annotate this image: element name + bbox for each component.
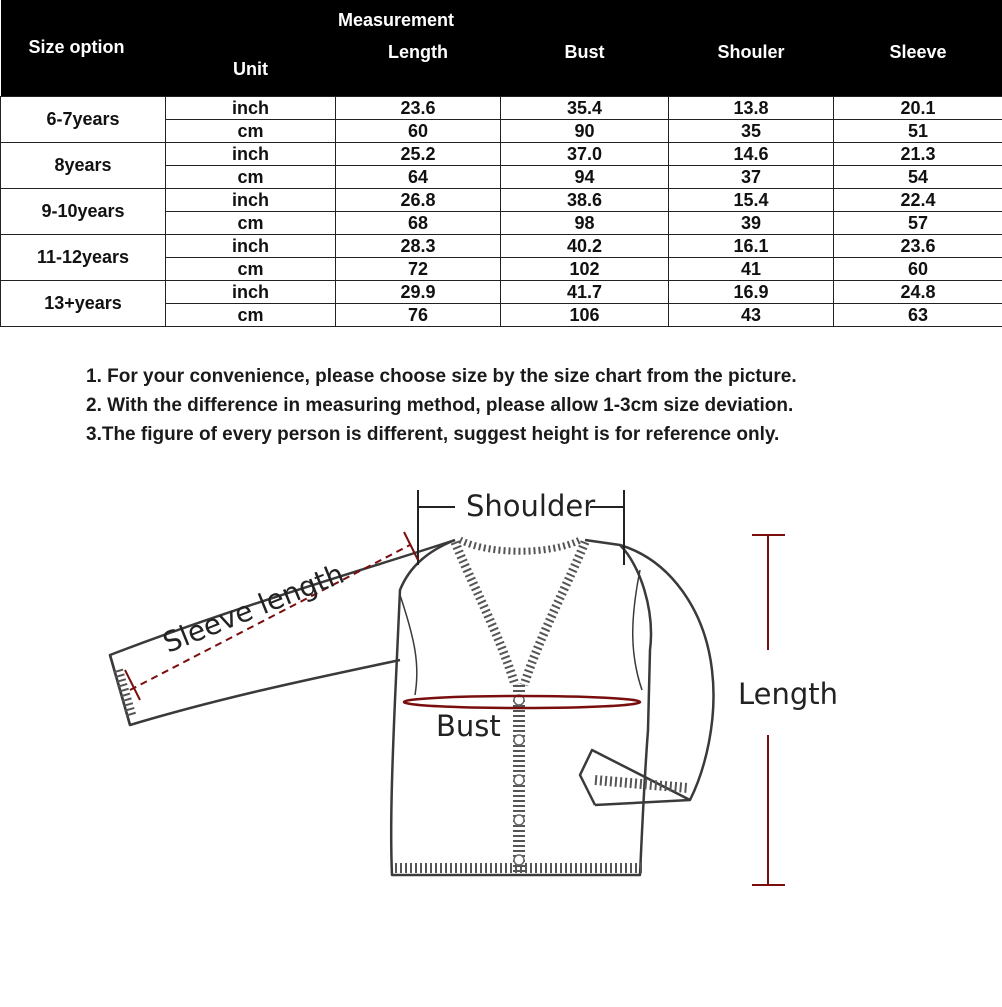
shoulder-cell: 13.8: [669, 96, 834, 119]
sleeve-cell: 22.4: [834, 188, 1002, 211]
bust-cell: 37.0: [501, 142, 669, 165]
unit-cell: inch: [166, 234, 336, 257]
bust-cell: 40.2: [501, 234, 669, 257]
unit-cell: cm: [166, 257, 336, 280]
length-cell: 23.6: [336, 96, 501, 119]
bust-cell: 98: [501, 211, 669, 234]
cardigan-measurement-diagram: [0, 470, 1002, 1002]
shoulder-cell: 39: [669, 211, 834, 234]
unit-cell: inch: [166, 188, 336, 211]
size-option-cell: 8years: [1, 142, 166, 188]
shoulder-label: Shoulder: [466, 489, 595, 523]
sleeve-length-label: Sleeve length: [158, 557, 348, 660]
length-label: Length: [738, 677, 838, 711]
unit-cell: inch: [166, 280, 336, 303]
notes: [86, 362, 797, 449]
bust-label: Bust: [436, 709, 501, 743]
header-shoulder: Shouler: [669, 0, 834, 96]
header-size-option: Size option: [1, 0, 166, 96]
shoulder-cell: 41: [669, 257, 834, 280]
length-cell: 26.8: [336, 188, 501, 211]
note-3: 3.The figure of every person is different, suggest height is for reference only.: [86, 420, 797, 449]
unit-cell: cm: [166, 303, 336, 326]
table-row: [1, 96, 1002, 119]
unit-cell: cm: [166, 119, 336, 142]
shoulder-cell: 16.9: [669, 280, 834, 303]
table-row: [1, 142, 1002, 165]
shoulder-cell: 43: [669, 303, 834, 326]
bust-cell: 35.4: [501, 96, 669, 119]
cardigan-illustration: [110, 540, 713, 875]
bust-cell: 38.6: [501, 188, 669, 211]
measurement-label: Measurement: [338, 10, 454, 31]
size-option-cell: 11-12years: [1, 234, 166, 280]
note-1: 1. For your convenience, please choose size by the size chart from the picture.: [86, 362, 797, 391]
length-cell: 29.9: [336, 280, 501, 303]
size-option-cell: 9-10years: [1, 188, 166, 234]
sleeve-cell: 54: [834, 165, 1002, 188]
table-header-row: [1, 0, 1002, 96]
header-length: Length: [336, 0, 501, 96]
shoulder-cell: 37: [669, 165, 834, 188]
shoulder-cell: 15.4: [669, 188, 834, 211]
size-option-cell: 13+years: [1, 280, 166, 326]
bust-cell: 106: [501, 303, 669, 326]
size-table: [0, 0, 1002, 327]
sleeve-cell: 20.1: [834, 96, 1002, 119]
length-cell: 68: [336, 211, 501, 234]
length-cell: 28.3: [336, 234, 501, 257]
sleeve-cell: 57: [834, 211, 1002, 234]
table-row: [1, 280, 1002, 303]
sleeve-cell: 24.8: [834, 280, 1002, 303]
header-bust: Bust: [501, 0, 669, 96]
length-cell: 64: [336, 165, 501, 188]
size-option-cell: 6-7years: [1, 96, 166, 142]
shoulder-cell: 35: [669, 119, 834, 142]
table-row: [1, 188, 1002, 211]
size-chart: [0, 0, 1002, 327]
header-sleeve: Sleeve: [834, 0, 1002, 96]
sleeve-cell: 60: [834, 257, 1002, 280]
shoulder-cell: 16.1: [669, 234, 834, 257]
table-row: [1, 234, 1002, 257]
unit-cell: inch: [166, 96, 336, 119]
bust-cell: 94: [501, 165, 669, 188]
header-unit: Unit: [166, 0, 336, 96]
unit-cell: cm: [166, 211, 336, 234]
bust-cell: 90: [501, 119, 669, 142]
sleeve-cell: 51: [834, 119, 1002, 142]
sleeve-cell: 63: [834, 303, 1002, 326]
length-cell: 72: [336, 257, 501, 280]
unit-cell: inch: [166, 142, 336, 165]
unit-cell: cm: [166, 165, 336, 188]
note-2: 2. With the difference in measuring method, please allow 1-3cm size deviation.: [86, 391, 797, 420]
bust-cell: 102: [501, 257, 669, 280]
shoulder-cell: 14.6: [669, 142, 834, 165]
length-cell: 76: [336, 303, 501, 326]
length-cell: 25.2: [336, 142, 501, 165]
sleeve-cell: 21.3: [834, 142, 1002, 165]
bust-cell: 41.7: [501, 280, 669, 303]
sleeve-cell: 23.6: [834, 234, 1002, 257]
length-cell: 60: [336, 119, 501, 142]
